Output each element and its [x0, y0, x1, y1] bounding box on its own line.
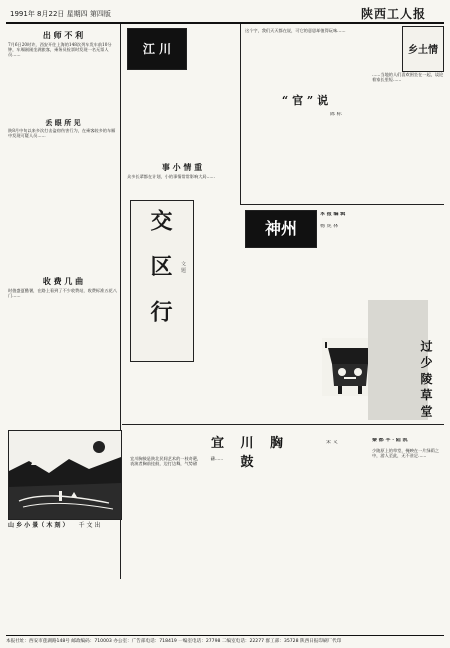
- section-rule: [122, 424, 444, 425]
- article-body-left-3: 时值盛夏酷暑，在路上看到了不少收费站，收费标准五花八门……: [8, 288, 117, 299]
- article-body-center: 这个字，我们天天都在说，可它的意思却值得玩味……: [245, 28, 346, 33]
- column-rule: [240, 24, 241, 204]
- issue-date: 1991年 8月22日 星期四 第四版: [10, 10, 111, 18]
- article-body-center-2: [245, 122, 365, 202]
- woodcut-landscape-icon: [9, 431, 121, 519]
- banner-body: [245, 250, 365, 320]
- article-title-left-3: 收 费 几 曲: [42, 276, 84, 286]
- banner-label: 神州: [264, 219, 297, 238]
- woodcut-image: [8, 430, 122, 520]
- calligraphy-chars: 交 区 行: [147, 209, 173, 331]
- shenzhou-banner: [245, 210, 317, 248]
- column-logo-text: 乡土情: [408, 45, 438, 56]
- banner-author: 杨 虎 林: [320, 224, 339, 229]
- footer-info: 本报社址：西安市莲湖路148号 邮政编码：710003 办公室：广告部电话：718419 一编室电话：27798 二编室电话：22277 群工部：35728 陕西日报印刷厂代印: [6, 635, 444, 644]
- article-body-left-2: 陕8月中旬以来多次打击盗窃伤害行为，在乘客较多的车厢中发现可疑人员……: [8, 128, 116, 139]
- woodcut-caption: [8, 520, 120, 529]
- woodcut-title: 山 乡 小 景（ 木 刻 ）: [8, 522, 69, 529]
- article-body-right: 少陵原上的草堂，掩映在一片绿荫之中，游人至此，无不驻足……: [372, 448, 440, 459]
- article-author-right: 秦 都 平 · 陆 凯: [372, 438, 408, 443]
- article-author-bottom: 宋 文: [326, 440, 338, 445]
- article-title-middle: 事 小 情 重: [161, 162, 203, 172]
- small-header-label: 江 川: [142, 42, 172, 56]
- article-author-center: 陈 标: [330, 112, 342, 117]
- publication-name: 陕西工人报: [360, 7, 426, 21]
- article-title-left-1: 出 师 不 利: [42, 30, 84, 40]
- calligraphy-panel: [130, 200, 194, 362]
- section-rule: [240, 204, 444, 205]
- calligraphy-side-label: 文 题: [180, 261, 186, 273]
- article-title-left-2: 丢 眼 所 见: [45, 118, 81, 127]
- article-title-center: “ 官 ” 说: [281, 94, 329, 107]
- article-body-left-1: 7月6日20时许，西安开往上海的148次列车发车前10分钟，车厢刚刚坐满旅客，乘务员检票时发现一名无票人员……: [8, 42, 112, 58]
- woodcut-author: 千 文 出: [78, 522, 101, 529]
- article-body-right-top: ……当地的人们喜欢围坐在一起，谈论着家长里短……: [372, 72, 444, 83]
- article-title-bottom: 宜 川 胸 鼓: [210, 436, 290, 470]
- small-header-box: [127, 28, 187, 70]
- article-body-middle: 众多长辈都在计划，小的事情常常影响大局……: [127, 174, 215, 179]
- banner-subtitle: 本 报 编 辑: [320, 212, 346, 217]
- article-title-right: 过 少 陵 草 堂: [419, 339, 433, 417]
- article-body-bottom: 宜川胸鼓是陕北民间艺术的一枝奇葩，表演者胸前挂鼓，边打边舞，气势磅礴……: [130, 456, 224, 467]
- column-logo-box: [402, 26, 444, 72]
- masthead: [6, 4, 444, 24]
